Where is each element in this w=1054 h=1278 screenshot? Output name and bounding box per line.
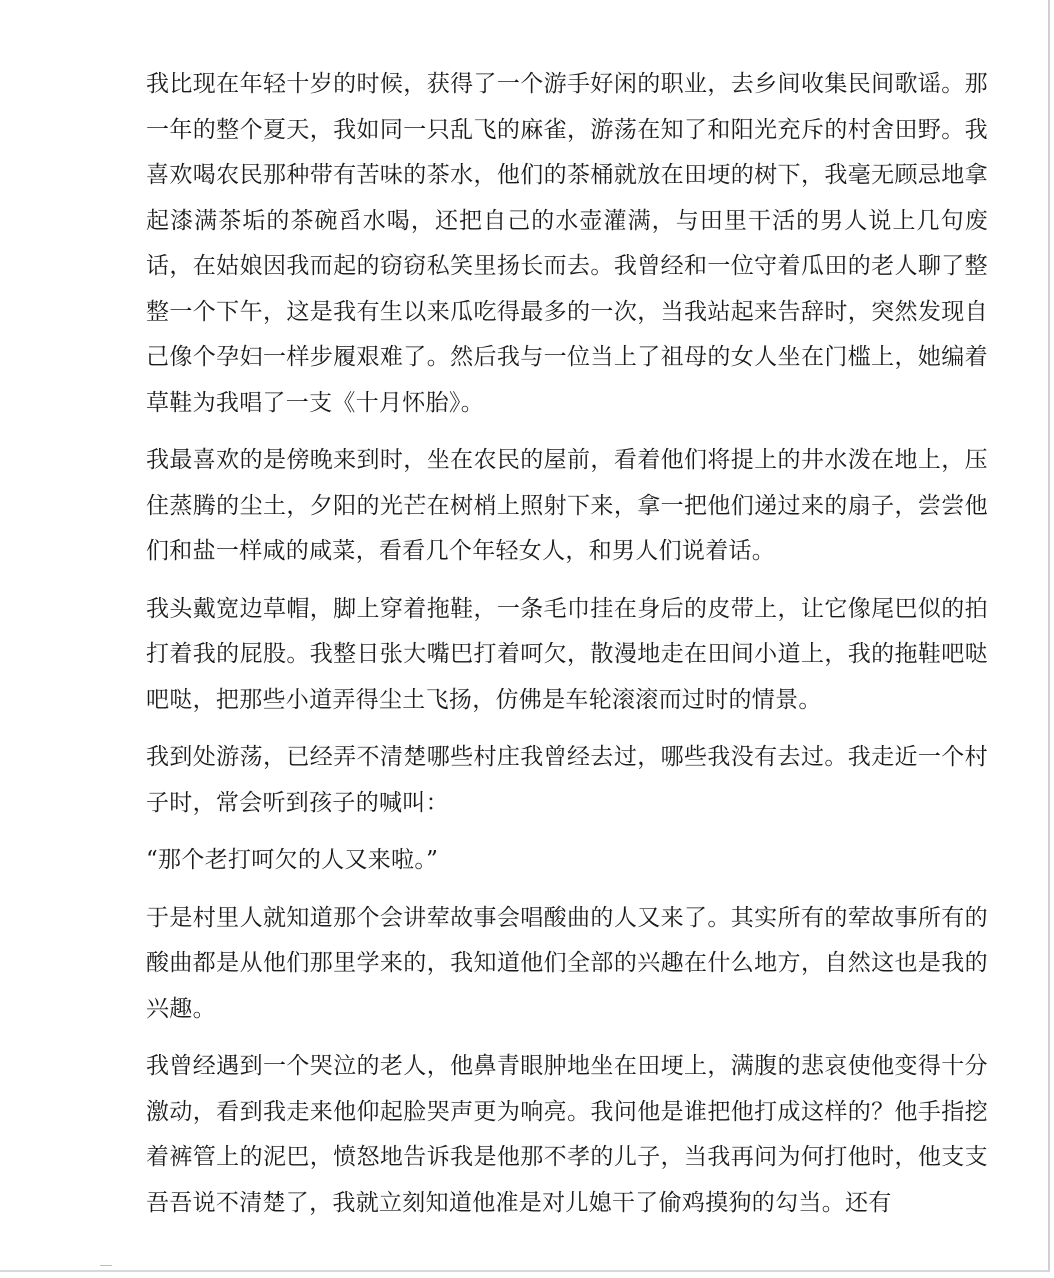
paragraph-5: “那个老打呵欠的人又来啦。”	[146, 847, 439, 873]
paragraph-3: 我头戴宽边草帽，脚上穿着拖鞋，一条毛巾挂在身后的皮带上，让它像尾巴似的拍打着我的屁股。我整日张大嘴巴打着呵欠，散漫地走在田间小道上，我的拖鞋吧哒吧哒，把那些小道弄得尘土飞扬，仿佛是车轮滚滚而过时的情景。	[146, 595, 988, 713]
paragraph-7: 我曾经遇到一个哭泣的老人，他鼻青眼肿地坐在田埂上，满腹的悲哀使他变得十分激动，看到我走来他仰起脸哭声更为响亮。我问他是谁把他打成这样的？他手指挖着裤管上的泥巴，愤怒地告诉我是他那不孝的儿子，当我再问为何打他时，他支支吾吾说不清楚了，我就立刻知道他准是对儿媳干了偷鸡摸狗的勾当。还有	[146, 1053, 988, 1216]
paragraph-4: 我到处游荡，已经弄不清楚哪些村庄我曾经去过，哪些我没有去过。我走近一个村子时，常会听到孩子的喊叫：	[146, 744, 988, 816]
text-body	[146, 62, 988, 1238]
paragraph-2: 我最喜欢的是傍晚来到时，坐在农民的屋前，看着他们将提上的井水泼在地上，压住蒸腾的尘土，夕阳的光芒在树梢上照射下来，拿一把他们递过来的扇子，尝尝他们和盐一样咸的咸菜，看看几个年轻女人，和男人们说着话。	[146, 447, 988, 564]
paragraph-1: 我比现在年轻十岁的时候，获得了一个游手好闲的职业，去乡间收集民间歌谣。那一年的整个夏天，我如同一只乱飞的麻雀，游荡在知了和阳光充斥的村舍田野。我喜欢喝农民那种带有苦味的茶水，他们的茶桶就放在田埂的树下，我毫无顾忌地拿起漆满茶垢的茶碗舀水喝，还把自己的水壶灌满，与田里干活的男人说上几句废话，在姑娘因我而起的窃窃私笑里扬长而去。我曾经和一位守着瓜田的老人聊了整整一个下午，这是我有生以来瓜吃得最多的一次，当我站起来告辞时，突然发现自己像个孕妇一样步履艰难了。然后我与一位当上了祖母的女人坐在门槛上，她编着草鞋为我唱了一支《十月怀胎》。	[146, 71, 988, 416]
page-edge-mark	[100, 1265, 112, 1269]
paragraph-6: 于是村里人就知道那个会讲荤故事会唱酸曲的人又来了。其实所有的荤故事所有的酸曲都是从他们那里学来的，我知道他们全部的兴趣在什么地方，自然这也是我的兴趣。	[146, 904, 988, 1022]
